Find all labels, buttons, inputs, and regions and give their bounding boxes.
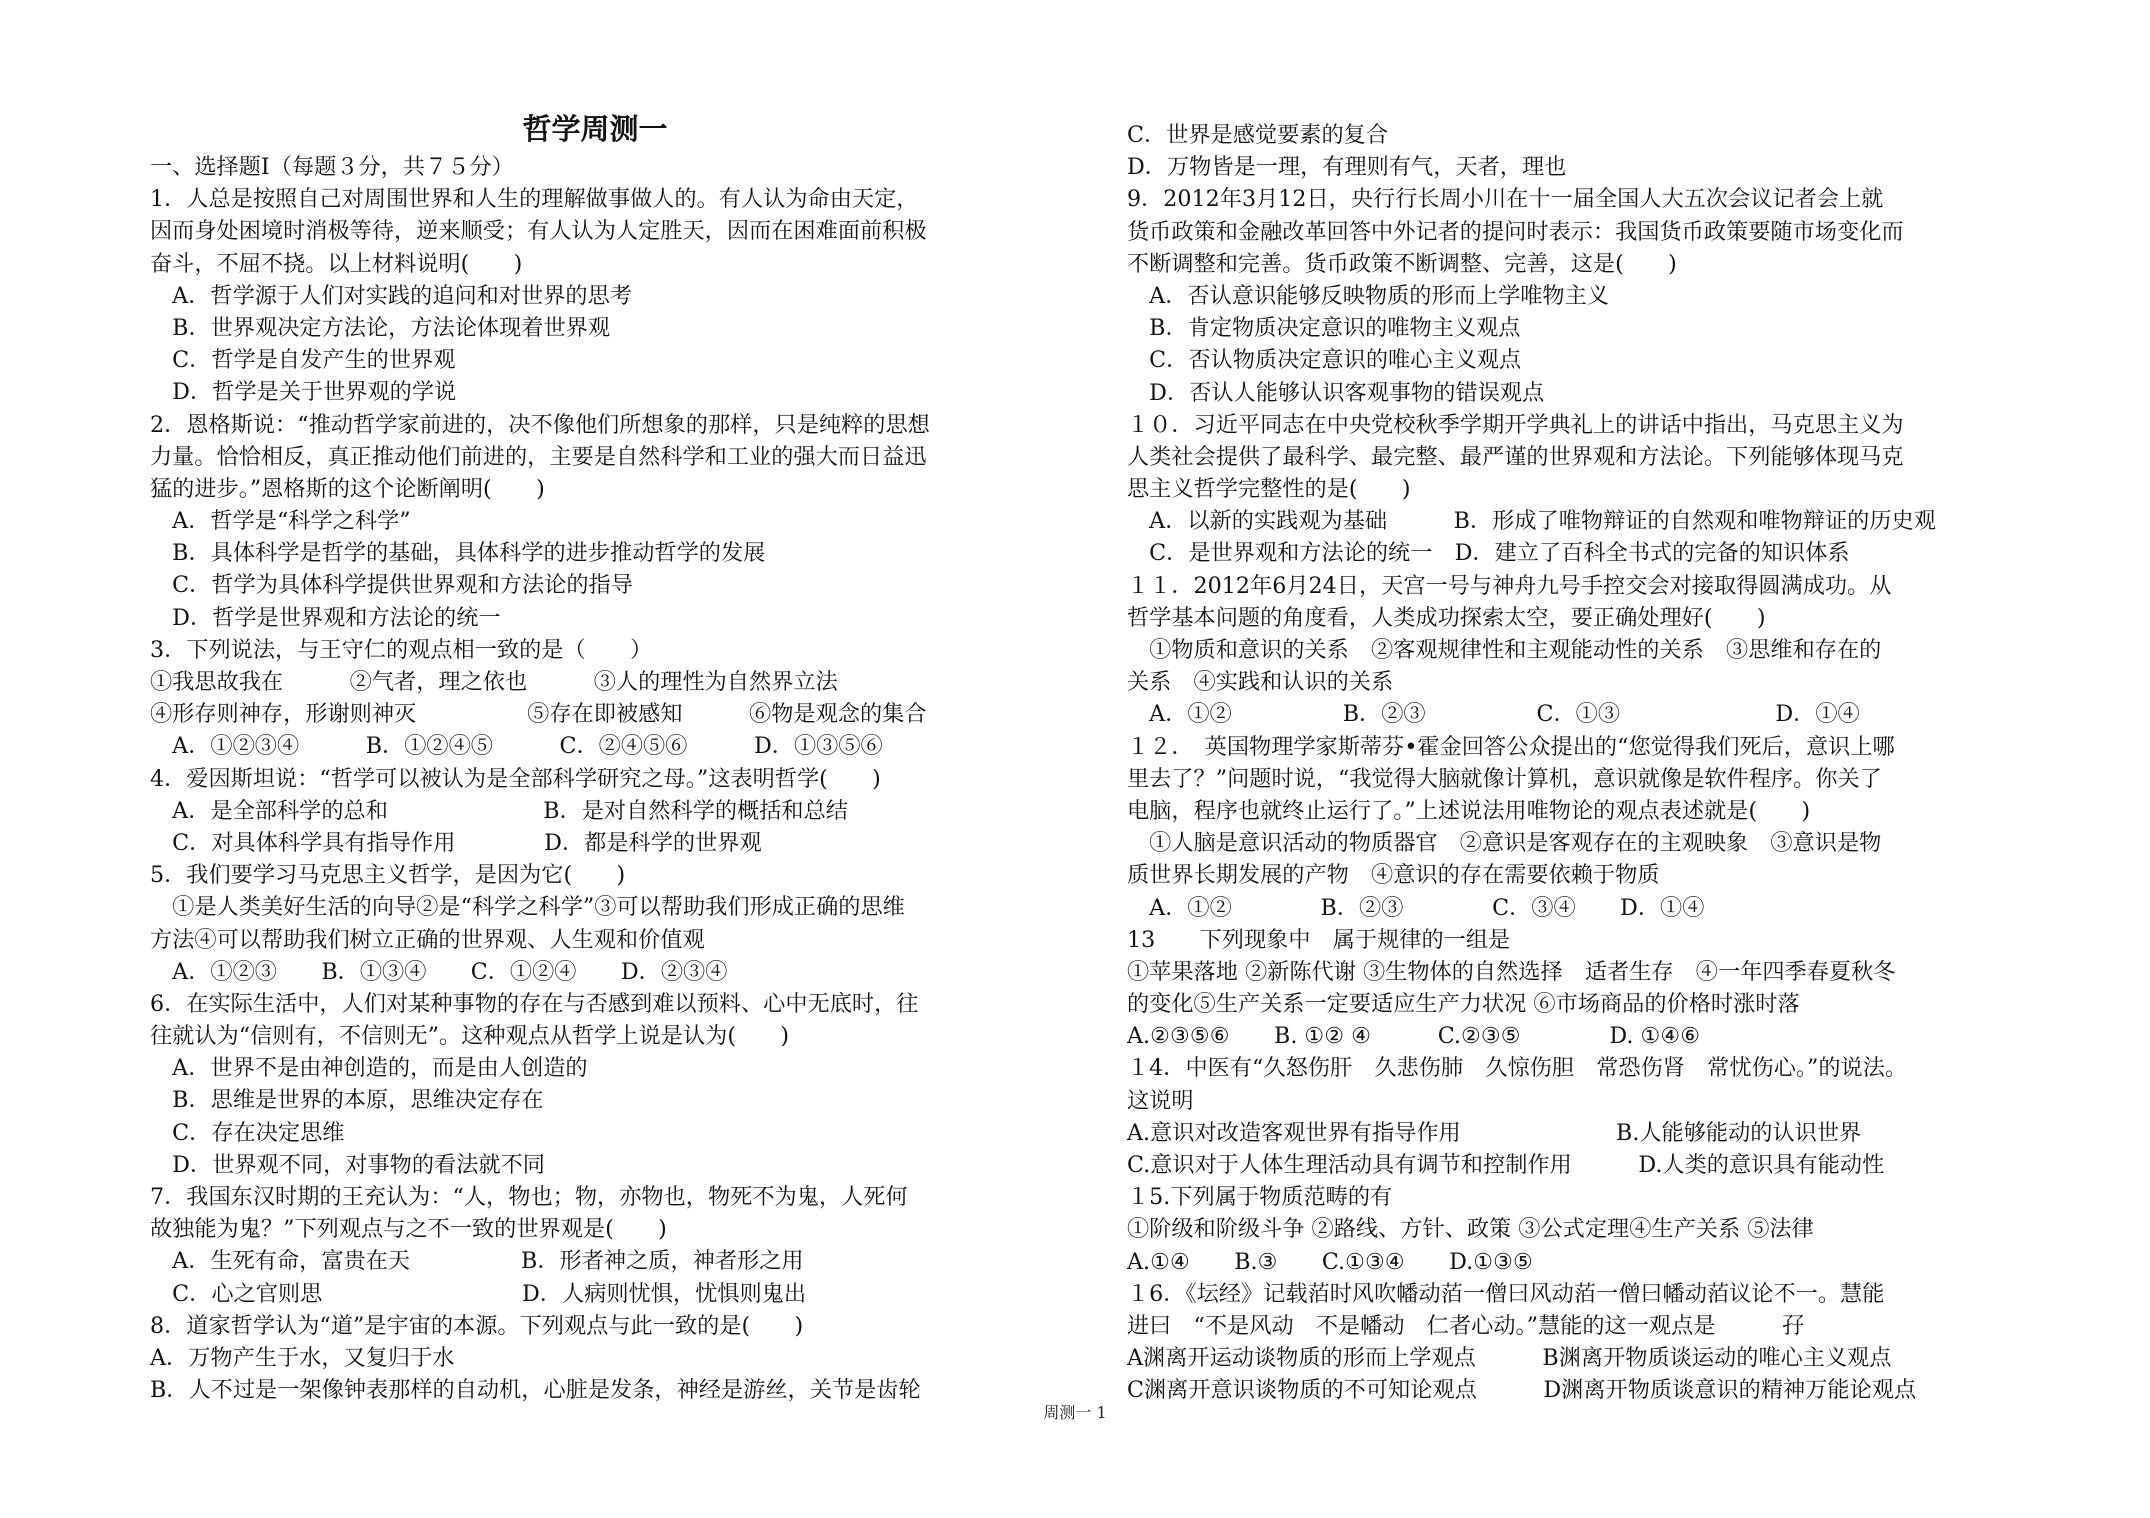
- left-text-line: 7．我国东汉时期的王充认为：“人，物也；物，亦物也，物死不为鬼，人死何: [150, 1184, 908, 1210]
- left-text-line: 往就认为“信则有，不信则无”。这种观点从哲学上说是认为( ): [150, 1023, 790, 1050]
- page-title: 哲学周测一: [522, 112, 668, 146]
- right-text-line: １１．2012年6月24日，天宫一号与神舟九号手控交会对接取得圆满成功。从: [1127, 572, 1892, 599]
- right-text-line: A.意识对改造客观世界有指导作用 B.人能够能动的认识世界: [1127, 1119, 1862, 1146]
- right-text-line: A.②③⑤⑥ B. ①② ④ C.②③⑤ D. ①④⑥: [1127, 1023, 1701, 1050]
- right-text-line: １０．习近平同志在中央党校秋季学期开学典礼上的讲话中指出，马克思主义为: [1127, 411, 1904, 438]
- right-text-line: 人类社会提供了最科学、最完整、最严谨的世界观和方法论。下列能够体现马克: [1127, 443, 1904, 470]
- right-text-line: １２． 英国物理学家斯蒂芬•霍金回答公众提出的“您觉得我们死后，意识上哪: [1127, 733, 1895, 760]
- left-text-line: 一、选择题Ⅰ（每题３分，共７５分）: [150, 154, 514, 180]
- right-text-line: 这说明: [1127, 1087, 1194, 1114]
- right-text-line: B．肯定物质决定意识的唯物主义观点: [1127, 315, 1521, 342]
- left-text-line: 猛的进步。”恩格斯的这个论断阐明( ): [150, 475, 545, 502]
- left-text-line: ④形存则神存，形谢则神灭 ⑤存在即被感知 ⑥物是观念的集合: [150, 701, 927, 728]
- right-text-line: A渊离开运动谈物质的形而上学观点 B渊离开物质谈运动的唯心主义观点: [1127, 1345, 1892, 1372]
- left-text-line: 5．我们要学习马克思主义哲学，是因为它( ): [150, 862, 626, 889]
- left-text-line: 方法④可以帮助我们树立正确的世界观、人生观和价值观: [150, 926, 705, 953]
- right-text-line: A．①② B．②③ C．③④ D．①④: [1127, 894, 1705, 921]
- right-text-line: A．以新的实践观为基础 B．形成了唯物辩证的自然观和唯物辩证的历史观: [1127, 508, 1936, 535]
- right-text-line: ①苹果落地 ②新陈代谢 ③生物体的自然选择 适者生存 ④一年四季春夏秋冬: [1127, 958, 1896, 985]
- right-text-line: ①阶级和阶级斗争 ②路线、方针、政策 ③公式定理④生产关系 ⑤法律: [1127, 1216, 1814, 1243]
- right-text-line: 9．2012年3月12日，央行行长周小川在十一届全国人大五次会议记者会上就: [1127, 186, 1884, 213]
- right-text-line: 不断调整和完善。货币政策不断调整、完善，这是( ): [1127, 250, 1677, 277]
- left-text-line: A．①②③ B．①③④ C．①②④ D．②③④: [150, 958, 728, 985]
- left-text-line: 3．下列说法，与王守仁的观点相一致的是（ ）: [150, 636, 653, 663]
- left-text-line: ①我思故我在 ②气者，理之依也 ③人的理性为自然界立法: [150, 669, 838, 695]
- left-text-line: A．万物产生于水，又复归于水: [150, 1344, 455, 1371]
- left-text-line: 4．爱因斯坦说：“哲学可以被认为是全部科学研究之母。”这表明哲学( ): [150, 765, 881, 792]
- right-text-line: C渊离开意识谈物质的不可知论观点 D渊离开物质谈意识的精神万能论观点: [1127, 1377, 1917, 1404]
- right-text-line: 里去了？”问题时说，“我觉得大脑就像计算机，意识就像是软件程序。你关了: [1127, 765, 1882, 792]
- left-text-line: A．世界不是由神创造的，而是由人创造的: [150, 1055, 588, 1082]
- right-text-line: A.①④ B.③ C.①③④ D.①③⑤: [1127, 1248, 1533, 1275]
- left-text-line: A．①②③④ B．①②④⑤ C．②④⑤⑥ D．①③⑤⑥: [150, 733, 883, 760]
- left-text-line: B．人不过是一架像钟表那样的自动机，心脏是发条，神经是游丝，关节是齿轮: [150, 1377, 921, 1404]
- left-text-line: A．哲学是“科学之科学”: [150, 508, 411, 535]
- right-text-line: 13 下列现象中 属于规律的一组是: [1127, 926, 1511, 953]
- left-text-line: 力量。恰恰相反，真正推动他们前进的，主要是自然科学和工业的强大而日益迅: [150, 443, 927, 470]
- left-text-line: C．哲学为具体科学提供世界观和方法论的指导: [150, 572, 633, 599]
- right-text-line: C．否认物质决定意识的唯心主义观点: [1127, 347, 1522, 374]
- left-text-line: B．世界观决定方法论，方法论体现着世界观: [150, 314, 611, 341]
- left-text-line: C．哲学是自发产生的世界观: [150, 347, 456, 374]
- right-text-line: D．否认人能够认识客观事物的错误观点: [1127, 379, 1545, 406]
- right-text-line: 哲学基本问题的角度看，人类成功探索太空，要正确处理好( ): [1127, 604, 1766, 631]
- right-text-line: 电脑，程序也就终止运行了。”上述说法用唯物论的观点表述就是( ): [1127, 797, 1811, 824]
- left-text-line: 6．在实际生活中，人们对某种事物的存在与否感到难以预料、心中无底时，往: [150, 990, 919, 1017]
- left-text-line: 8．道家哲学认为“道”是宇宙的本源。下列观点与此一致的是( ): [150, 1312, 804, 1339]
- left-text-line: B．具体科学是哲学的基础，具体科学的进步推动哲学的发展: [150, 540, 766, 567]
- left-column: [150, 0, 1040, 1406]
- right-text-line: 进曰 “不是风动 不是幡动 仁者心动。”慧能的这一观点是 孖: [1127, 1312, 1805, 1339]
- right-text-line: １6．《坛经》记载萡时风吹幡动萡一僧曰风动萡一僧曰幡动萡议论不一。慧能: [1127, 1280, 1885, 1307]
- page-footer: 周测一 1: [1043, 1403, 1107, 1422]
- right-text-line: １4．中医有“久怒伤肝 久悲伤肺 久惊伤胆 常恐伤肾 常忧伤心。”的说法。: [1127, 1055, 1908, 1082]
- left-text-line: A．生死有命，富贵在天 B．形者神之质，神者形之用: [150, 1248, 804, 1275]
- right-text-line: 货币政策和金融改革回答中外记者的提问时表示：我国货币政策要随市场变化而: [1127, 218, 1904, 245]
- right-text-line: C．是世界观和方法论的统一 D．建立了百科全书式的完备的知识体系: [1127, 540, 1850, 567]
- right-text-line: 的变化⑤生产关系一定要适应生产力状况 ⑥市场商品的价格时涨时落: [1127, 991, 1800, 1018]
- left-text-line: ①是人类美好生活的向导②是“科学之科学”③可以帮助我们形成正确的思维: [150, 894, 905, 921]
- right-text-line: ①人脑是意识活动的物质器官 ②意识是客观存在的主观映象 ③意识是物: [1127, 830, 1882, 857]
- right-text-line: C.意识对于人体生理活动具有调节和控制作用 D.人类的意识具有能动性: [1127, 1152, 1885, 1178]
- right-question-list: [1127, 119, 2042, 1407]
- right-text-line: ①物质和意识的关系 ②客观规律性和主观能动性的关系 ③思维和存在的: [1127, 637, 1882, 663]
- right-column: [1127, 0, 2042, 1407]
- left-text-line: 奋斗，不屈不挠。以上材料说明( ): [150, 250, 523, 277]
- right-text-line: A．否认意识能够反映物质的形而上学唯物主义: [1127, 282, 1609, 309]
- right-text-line: D．万物皆是一理，有理则有气，天者，理也: [1127, 154, 1567, 181]
- right-text-line: １5.下列属于物质范畴的有: [1127, 1184, 1393, 1211]
- right-text-line: C．世界是感觉要素的复合: [1127, 122, 1389, 148]
- left-text-line: 2．恩格斯说：“推动哲学家前进的，决不像他们所想象的那样，只是纯粹的思想: [150, 411, 930, 438]
- left-text-line: C．心之官则思 D．人病则忧惧，忧惧则鬼出: [150, 1280, 807, 1307]
- left-text-line: C．存在决定思维: [150, 1119, 345, 1146]
- left-text-line: C．对具体科学具有指导作用 D．都是科学的世界观: [150, 829, 762, 856]
- left-text-line: D．哲学是关于世界观的学说: [150, 379, 457, 406]
- right-text-line: A．①② B．②③ C．①③ D．①④: [1127, 701, 1860, 728]
- right-text-line: 关系 ④实践和认识的关系: [1127, 669, 1394, 696]
- left-text-line: B．思维是世界的本原，思维决定存在: [150, 1087, 544, 1114]
- left-text-line: D．世界观不同，对事物的看法就不同: [150, 1151, 545, 1178]
- right-text-line: 质世界长期发展的产物 ④意识的存在需要依赖于物质: [1127, 862, 1660, 889]
- left-question-list: [150, 151, 1040, 1406]
- left-text-line: A．哲学源于人们对实践的追问和对世界的思考: [150, 282, 632, 309]
- left-text-line: A．是全部科学的总和 B．是对自然科学的概括和总结: [150, 797, 848, 824]
- left-text-line: 故独能为鬼？”下列观点与之不一致的世界观是( ): [150, 1216, 667, 1243]
- left-text-line: 1．人总是按照自己对周围世界和人生的理解做事做人的。有人认为命由天定，: [150, 186, 919, 213]
- left-text-line: D．哲学是世界观和方法论的统一: [150, 604, 501, 631]
- right-text-line: 思主义哲学完整性的是( ): [1127, 476, 1411, 503]
- left-text-line: 因而身处困境时消极等待，逆来顺受；有人认为人定胜天，因而在困难面前积极: [150, 218, 927, 245]
